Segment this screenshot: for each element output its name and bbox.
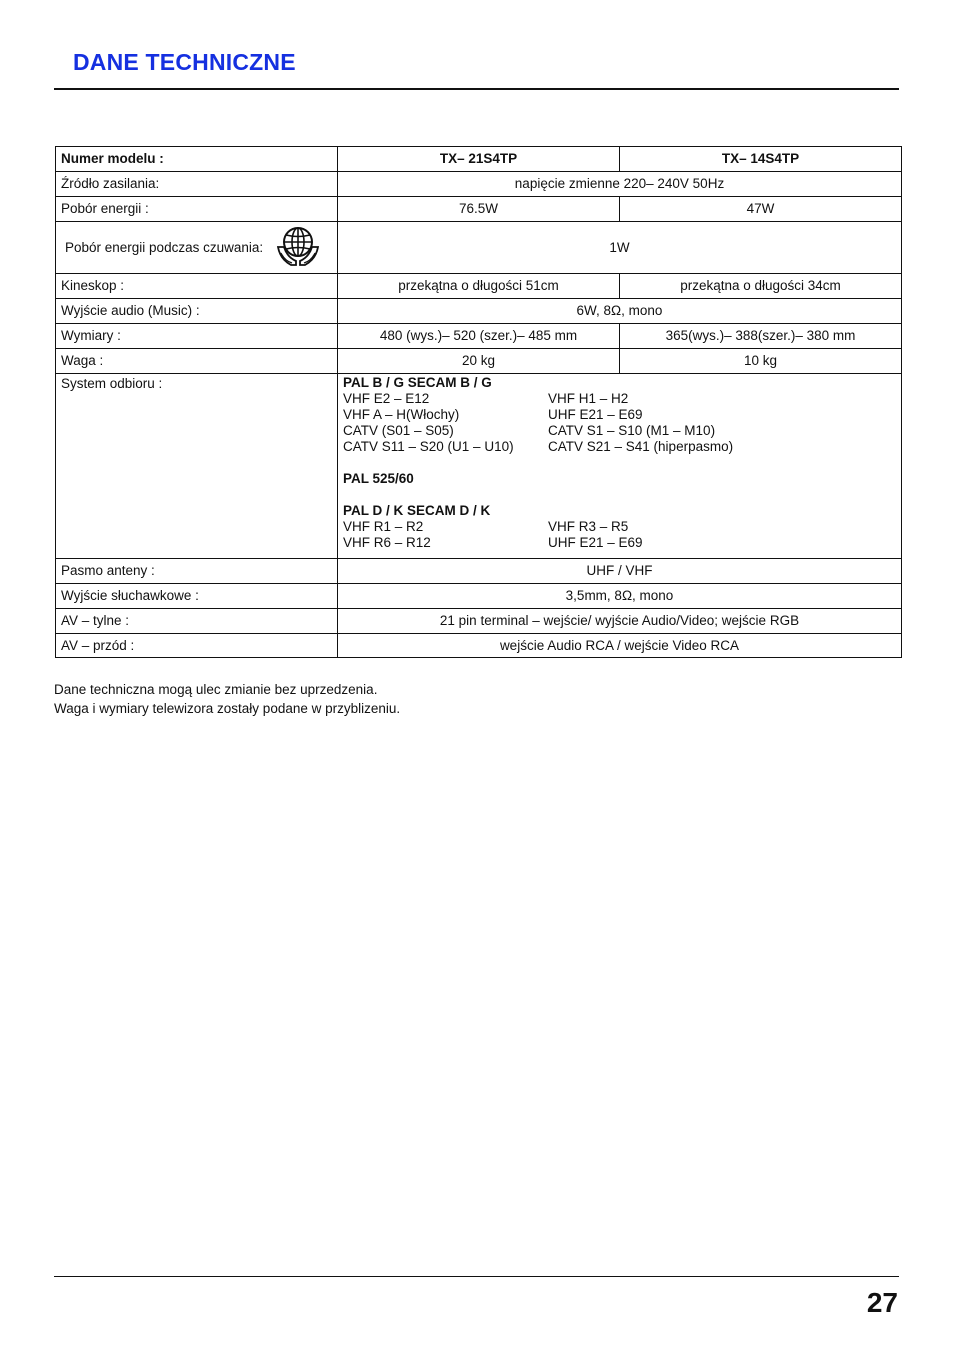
audio-out-value: 6W, 8Ω, mono [338, 299, 902, 324]
channel-range: VHF R6 – R12 [343, 535, 431, 550]
av-front-value: wejście Audio RCA / wejście Video RCA [338, 634, 902, 658]
dimensions-label: Wymiary : [56, 324, 338, 349]
antenna-value: UHF / VHF [338, 559, 902, 584]
channel-range: VHF H1 – H2 [548, 391, 629, 406]
power-source-value: napięcie zmienne 220– 240V 50Hz [338, 172, 902, 197]
standby-cell [56, 222, 338, 274]
channel-range: UHF E21 – E69 [548, 407, 643, 422]
footer-divider [54, 1276, 899, 1277]
spec-table [55, 146, 902, 658]
model-a: TX– 21S4TP [338, 147, 620, 172]
weight-label: Waga : [56, 349, 338, 374]
table-row [56, 274, 902, 299]
channel-range: VHF R1 – R2 [343, 519, 424, 534]
av-front-label: AV – przód : [56, 634, 338, 658]
dimensions-b: 365(wys.)– 388(szer.)– 380 mm [620, 324, 902, 349]
table-row [56, 324, 902, 349]
power-consumption-a: 76.5W [338, 197, 620, 222]
table-row [56, 222, 902, 274]
reception-label: System odbioru : [56, 374, 338, 559]
title-divider [54, 88, 899, 90]
reception-systems [338, 374, 902, 559]
channel-range: CATV S1 – S10 (M1 – M10) [548, 423, 716, 438]
channel-range: UHF E21 – E69 [548, 535, 643, 550]
channel-range: CATV S11 – S20 (U1 – U10) [343, 439, 514, 454]
weight-a: 20 kg [338, 349, 620, 374]
table-row [56, 609, 902, 634]
channel-range: VHF A – H(Włochy) [343, 407, 460, 422]
channel-range: CATV S21 – S41 (hiperpasmo) [548, 439, 734, 454]
table-row [56, 299, 902, 324]
reception-group-title: PAL 525/60 [343, 471, 414, 486]
channel-range: CATV (S01 – S05) [343, 423, 454, 438]
table-row [56, 197, 902, 222]
reception-group-title: PAL B / G SECAM B / G [343, 375, 492, 390]
av-rear-label: AV – tylne : [56, 609, 338, 634]
av-rear-value: 21 pin terminal – wejście/ wyjście Audio/Video; wejście RGB [338, 609, 902, 634]
reception-channel-grid [343, 391, 896, 455]
note-line: Waga i wymiary telewizora zostały podane w przyblizeniu. [54, 701, 401, 716]
table-row [56, 559, 902, 584]
reception-channel-grid [343, 519, 896, 551]
headphone-label: Wyjście słuchawkowe : [56, 584, 338, 609]
model-b: TX– 14S4TP [620, 147, 902, 172]
power-consumption-b: 47W [620, 197, 902, 222]
table-row [56, 374, 902, 559]
standby-label: Pobór energii podczas czuwania: [65, 239, 264, 255]
table-row [56, 172, 902, 197]
antenna-label: Pasmo anteny : [56, 559, 338, 584]
table-row [56, 584, 902, 609]
weight-b: 10 kg [620, 349, 902, 374]
globe-in-hands-icon [275, 223, 321, 273]
standby-value: 1W [338, 222, 902, 274]
power-source-label: Źródło zasilania: [56, 172, 338, 197]
channel-range: VHF E2 – E12 [343, 391, 430, 406]
page-title: DANE TECHNICZNE [73, 49, 296, 75]
power-consumption-label: Pobór energii : [56, 197, 338, 222]
notes [54, 680, 400, 718]
headphone-value: 3,5mm, 8Ω, mono [338, 584, 902, 609]
tube-b: przekątna o długości 34cm [620, 274, 902, 299]
note-line: Dane techniczna mogą ulec zmianie bez uprzedzenia. [54, 682, 378, 697]
page-number: 27 [866, 1287, 898, 1318]
table-row [56, 147, 902, 172]
tube-a: przekątna o długości 51cm [338, 274, 620, 299]
table-row [56, 349, 902, 374]
model-label: Numer modelu : [56, 147, 338, 172]
channel-range: VHF R3 – R5 [548, 519, 629, 534]
audio-out-label: Wyjście audio (Music) : [56, 299, 338, 324]
table-row [56, 634, 902, 658]
reception-group-title: PAL D / K SECAM D / K [343, 503, 491, 518]
tube-label: Kineskop : [56, 274, 338, 299]
dimensions-a: 480 (wys.)– 520 (szer.)– 485 mm [338, 324, 620, 349]
